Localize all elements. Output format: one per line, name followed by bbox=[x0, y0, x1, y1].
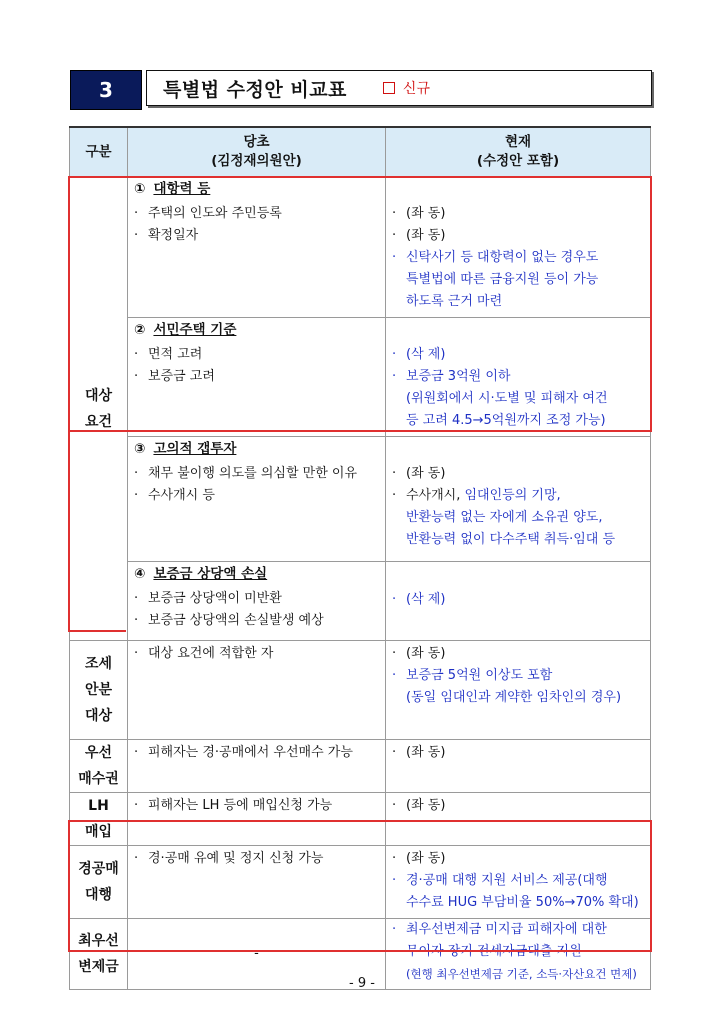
header-category: 구분 bbox=[70, 127, 128, 177]
comparison-table bbox=[69, 126, 651, 990]
current-s4 bbox=[386, 562, 651, 641]
header-current-line2: (수정안 포함) bbox=[476, 153, 560, 169]
section-title: 특별법 수정안 비교표 bbox=[163, 78, 347, 101]
table-row bbox=[70, 740, 651, 793]
list-item: · (좌 동) bbox=[392, 466, 446, 481]
category-auction: 경공매 대행 bbox=[70, 846, 128, 919]
sub-title-text: 보증금 상당액 손실 bbox=[153, 566, 268, 582]
sub-number: ④ bbox=[134, 566, 146, 582]
header-original-line1: 당초 bbox=[243, 134, 270, 150]
page-number: - 9 - bbox=[349, 976, 375, 991]
sub-number: ② bbox=[134, 322, 146, 338]
header-original bbox=[128, 127, 386, 177]
list-item: · 피해자는 경·공매에서 우선매수 가능 bbox=[134, 745, 353, 760]
list-item-cont: 특별법에 따른 금융지원 등이 가능 bbox=[406, 272, 599, 287]
header-current bbox=[386, 127, 651, 177]
list-item: · 수사개시, 임대인등의 기망, bbox=[392, 488, 561, 503]
list-item: · 확정일자 bbox=[134, 228, 199, 243]
list-item: · 경·공매 유예 및 정지 신청 가능 bbox=[134, 851, 324, 866]
list-item: · 최우선변제금 미지급 피해자에 대한 bbox=[392, 922, 607, 937]
current-lh bbox=[386, 793, 651, 846]
list-item: · 보증금 상당액의 손실발생 예상 bbox=[134, 613, 324, 628]
original-tax bbox=[128, 641, 386, 740]
original-priority bbox=[128, 740, 386, 793]
category-target-line1: 대상 bbox=[84, 387, 113, 404]
list-item: · (좌 동) bbox=[392, 798, 446, 813]
list-item: · 수사개시 등 bbox=[134, 488, 215, 503]
category-lh: LH 매입 bbox=[70, 793, 128, 846]
list-item: · 대상 요건에 적합한 자 bbox=[134, 646, 274, 661]
sub-number: ③ bbox=[134, 441, 146, 457]
table-row bbox=[70, 318, 651, 437]
list-item: · 보증금 5억원 이상도 포함 bbox=[392, 668, 553, 683]
category-tax: 조세 안분 대상 bbox=[70, 641, 128, 740]
table-row bbox=[70, 846, 651, 919]
list-item: · 신탁사기 등 대항력이 없는 경우도 bbox=[392, 250, 599, 265]
original-auction bbox=[128, 846, 386, 919]
original-top-priority: - bbox=[128, 919, 386, 990]
sub-number: ① bbox=[134, 181, 146, 197]
list-item-cont: 수수료 HUG 부담비율 50%→70% 확대) bbox=[406, 895, 639, 910]
category-top-priority: 최우선 변제금 bbox=[70, 919, 128, 990]
square-icon bbox=[383, 82, 395, 94]
header-current-line1: 현재 bbox=[504, 134, 532, 150]
section-title-box bbox=[146, 70, 652, 106]
sub-title-text: 서민주택 기준 bbox=[153, 322, 237, 338]
sub-title-text: 고의적 갭투자 bbox=[153, 441, 237, 457]
table-header-row bbox=[70, 127, 651, 177]
list-item-cont: 무이자 장기 전세자금대출 지원 bbox=[406, 944, 582, 959]
category-target bbox=[70, 177, 128, 641]
list-item-cont: (위원회에서 시·도별 및 피해자 여건 bbox=[406, 391, 608, 406]
sub-title-text: 대항력 등 bbox=[153, 181, 211, 197]
list-item-cont: (동일 임대인과 계약한 임차인의 경우) bbox=[406, 690, 622, 705]
list-item: · (좌 동) bbox=[392, 851, 446, 866]
list-item: · 피해자는 LH 등에 매입신청 가능 bbox=[134, 798, 333, 813]
category-target-line2: 요건 bbox=[84, 413, 113, 430]
original-lh bbox=[128, 793, 386, 846]
sub-title-s3 bbox=[134, 439, 379, 463]
list-item: · (좌 동) bbox=[392, 646, 446, 661]
table-row bbox=[70, 562, 651, 641]
current-auction bbox=[386, 846, 651, 919]
list-item: · 경·공매 대행 지원 서비스 제공(대행 bbox=[392, 873, 608, 888]
original-s1 bbox=[128, 177, 386, 318]
sub-title-s1 bbox=[134, 179, 379, 203]
category-priority: 우선 매수권 bbox=[70, 740, 128, 793]
list-item: · 주택의 인도와 주민등록 bbox=[134, 206, 282, 221]
current-s3 bbox=[386, 437, 651, 562]
sub-title-s4 bbox=[134, 564, 379, 588]
section-number: 3 bbox=[70, 70, 142, 110]
list-item: · 면적 고려 bbox=[134, 347, 203, 362]
list-item-cont: 반환능력 없이 다수주택 취득·임대 등 bbox=[406, 532, 616, 547]
list-item: · (삭 제) bbox=[392, 592, 446, 607]
original-s4 bbox=[128, 562, 386, 641]
list-item: · 보증금 고려 bbox=[134, 369, 215, 384]
list-item: · (좌 동) bbox=[392, 745, 446, 760]
legend-label: 신규 bbox=[402, 81, 430, 97]
table-row bbox=[70, 437, 651, 562]
list-item: · 보증금 3억원 이하 bbox=[392, 369, 511, 384]
list-item-cont: 하도록 근거 마련 bbox=[406, 294, 503, 309]
current-tax bbox=[386, 641, 651, 740]
list-item-cont: 반환능력 없는 자에게 소유권 양도, bbox=[406, 510, 603, 525]
table-row bbox=[70, 177, 651, 318]
current-s1 bbox=[386, 177, 651, 318]
original-s3 bbox=[128, 437, 386, 562]
list-item: · 채무 불이행 의도를 의심할 만한 이유 bbox=[134, 466, 358, 481]
list-item-cont: (현행 최우선변제금 기준, 소득·자산요건 면제) bbox=[406, 967, 637, 981]
original-s2 bbox=[128, 318, 386, 437]
current-s2 bbox=[386, 318, 651, 437]
sub-title-s2 bbox=[134, 320, 379, 344]
list-item: · (좌 동) bbox=[392, 228, 446, 243]
list-item-cont: 등 고려 4.5→5억원까지 조정 가능) bbox=[406, 413, 606, 428]
table-row bbox=[70, 793, 651, 846]
legend bbox=[383, 78, 430, 98]
list-item: · 보증금 상당액이 미반환 bbox=[134, 591, 282, 606]
list-item: · (삭 제) bbox=[392, 347, 446, 362]
current-priority bbox=[386, 740, 651, 793]
header-original-line2: (김정재의원안) bbox=[211, 153, 302, 169]
list-item: · (좌 동) bbox=[392, 206, 446, 221]
table-row bbox=[70, 641, 651, 740]
